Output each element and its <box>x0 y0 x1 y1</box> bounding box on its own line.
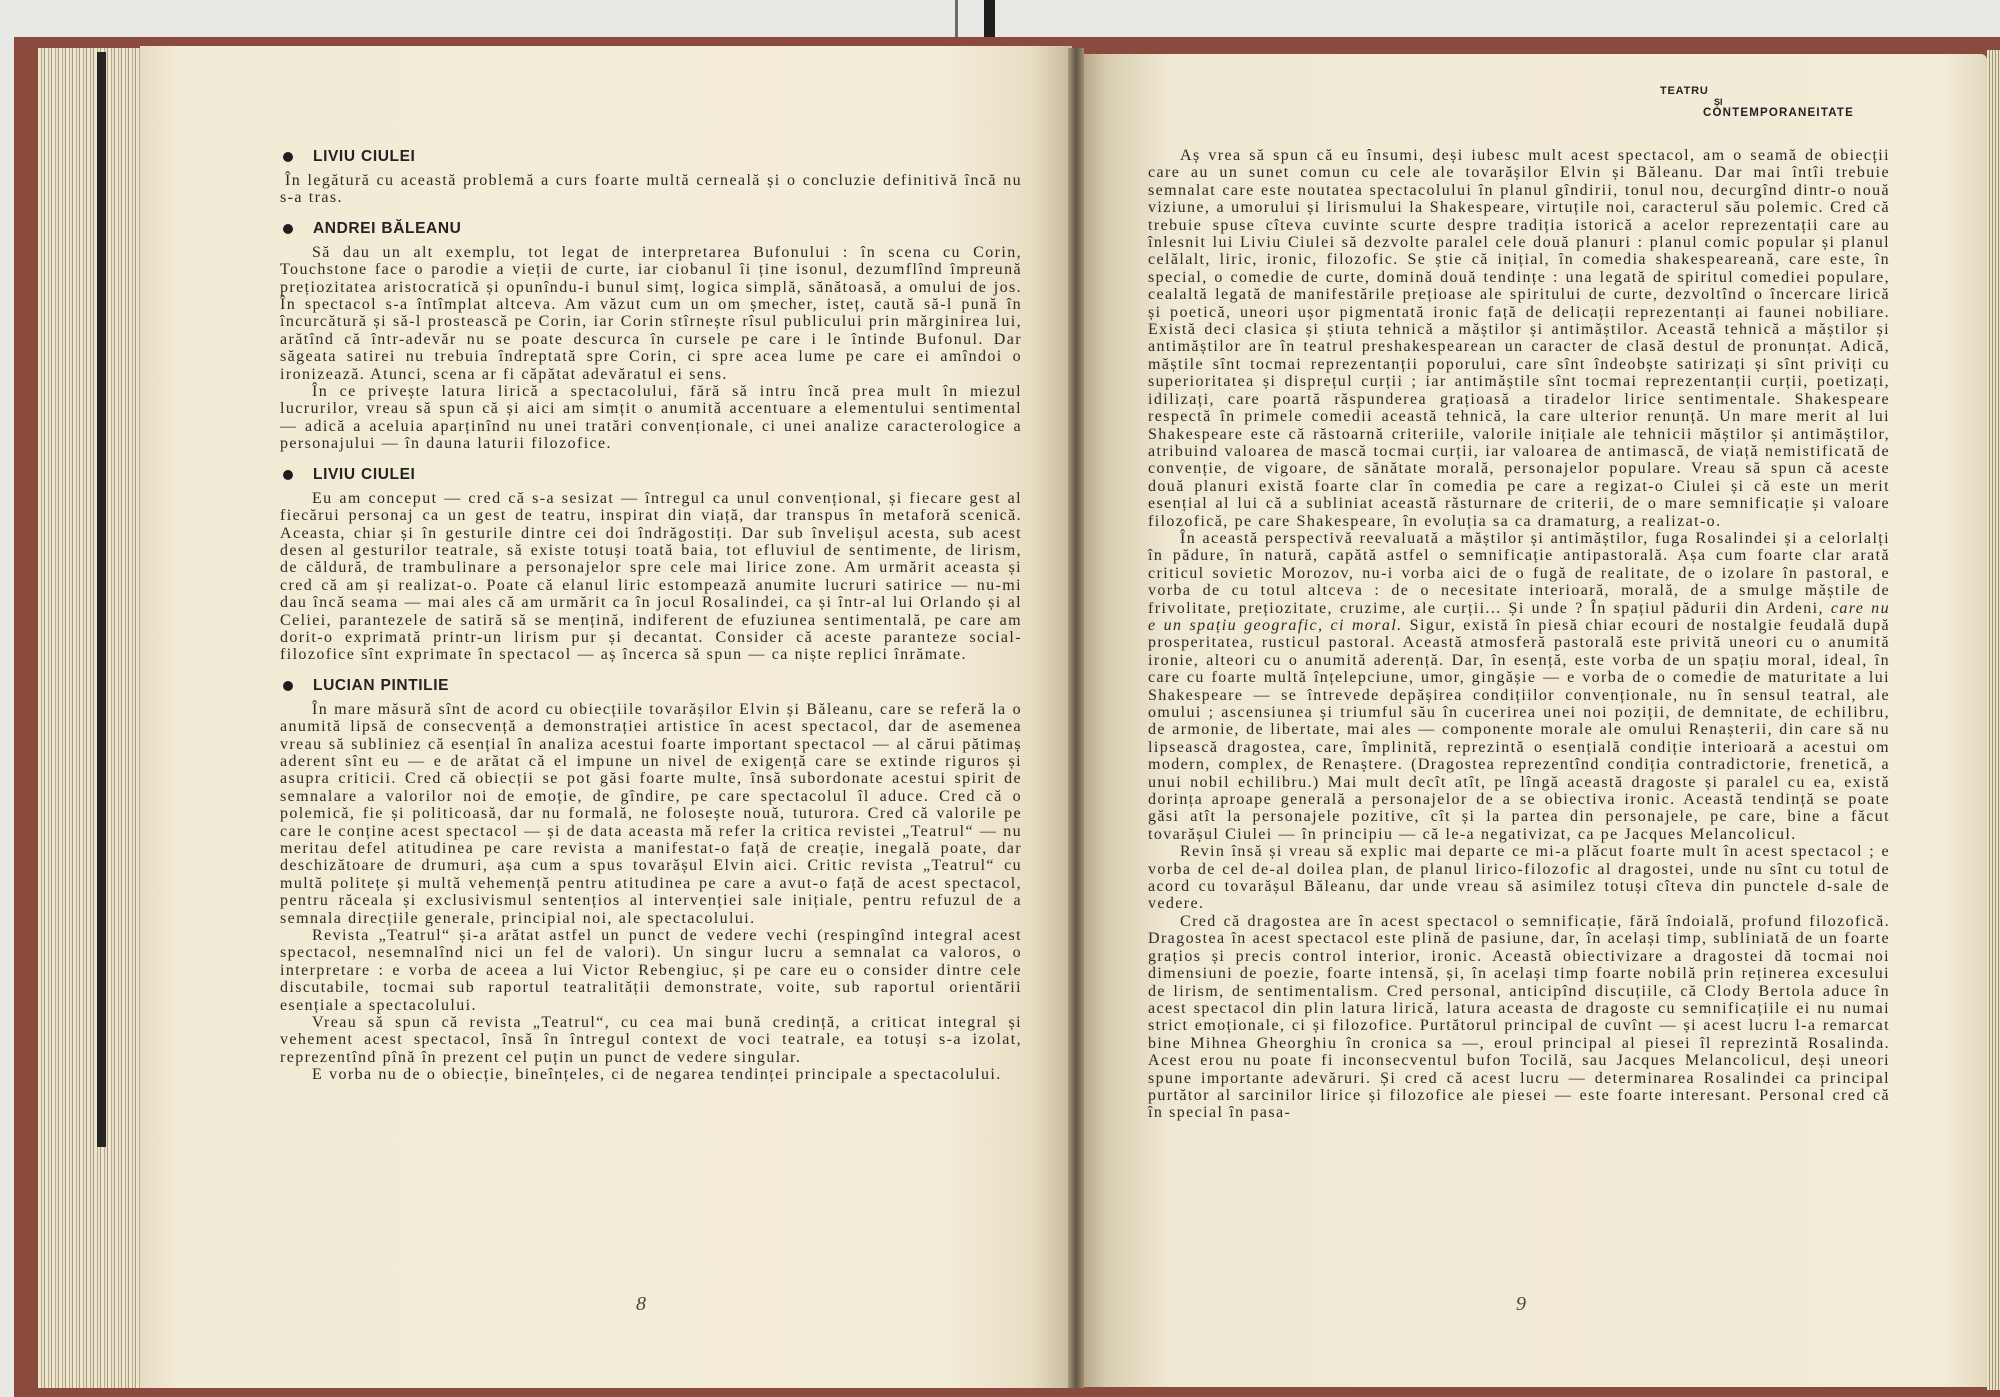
paragraph: În ce privește latura lirică a spectacolului, fără să intru încă prea mult în miezul lucrurilor, vreau să spun că și aici am simțit o anumită accentuare a elementului sentimental — adică a aceluia aparținînd nu unei tratări convenționale, ci unei analize caracterologice a personajului — în dauna laturii filozofice. <box>280 383 1022 453</box>
paragraph-text: În această perspectivă reevaluată a măștilor și antimăștilor, fuga Rosalindei și a celorlalți în pădure, în natură, capătă astfel o semnificație antipastorală. Așa cum foarte clar arată criticul sovietic Morozov, nu-i vorba aici de o fugă de realitate, de o izolare în pastoral, e vorba de cu totul altceva : de o necesitate interioară, morală, de a smulge măștile de frivolitate, prețiozitate, cruzime, ale curții... Și unde ? În spațiul pădurii din Ardeni, <box>1148 529 1890 617</box>
left-page-text <box>280 146 1022 1084</box>
paragraph: Revin însă și vreau să explic mai departe ce mi-a plăcut foarte mult în acest spectacol ; e vorba de cel de-al doilea plan, de planul lirico-filozofic al dragostei, unde nu sînt cu totul de acord cu tovarășul Băleanu, dar unde vreau să asimilez totuși cîteva din punctele d-sale de vedere. <box>1148 843 1890 913</box>
paragraph: În legătură cu această problemă a curs foarte multă cerneală și o concluzie definitivă încă nu s-a tras. <box>280 172 1022 207</box>
speaker-heading <box>280 218 1022 240</box>
bullet-icon <box>283 152 293 162</box>
paragraph: Vreau să spun că revista „Teatrul“, cu cea mai bună credință, a criticat integral și vehement acest spectacol, însă în întregul context de voci teatrale, ea totuși s-a izolat, reprezentînd pînă în prezent cel puțin un punct de vedere singular. <box>280 1014 1022 1066</box>
right-page-text <box>1148 147 1890 1122</box>
speaker-name: LIVIU CIULEI <box>313 465 416 483</box>
paragraph-text: Sigur, există în piesă chiar ecouri de nostalgie feudală după prosperitatea, rusticul pastoral. Această atmosferă pastorală este privită uneori cu o anumită ironie, alteori cu o anumită aderență. Dar, în esență, este vorba de un spațiu moral, ideal, în care cu foarte multă înțelepciune, umor, gingășie — e vorba de o comedie de maturitate a lui Shakespeare — se întrevede depășirea condițiilor convenționale, nu în sensul teatral, ale omului ; ascensiunea și triumful său în cucerirea unei noi poziții, de demnitate, de echilibru, de armonie, de libertate, mai ales — componente morale ale omului Renașterii, din care să nu lipsească dragostea, care, împlinită, reprezintă o esențială condiție interioară a acestui om modern, complex, de Renaștere. (Dragostea reprezentînd condiția contradictorie, frenetică, a unui nobil echilibru.) Mai mult decît atît, pe lîngă această dragoste și paralel cu ea, există dorința aproape generală a personajelor de a se obiectiva ironic. Această tendință se poate găsi atît la personajele pozitive, cît și la partea din personajele, pe care, bine a făcut tovarășul Ciulei — în principiu — că le-a negativizat, ca pe Jacques Melancolicul. <box>1148 616 1890 843</box>
bullet-icon <box>283 470 293 480</box>
bullet-icon <box>283 224 293 234</box>
speaker-heading <box>280 146 1022 168</box>
paragraph: E vorba nu de o obiecție, bineînțeles, ci de negarea tendinței principale a spectacolului. <box>312 1066 1002 1084</box>
page-number: 9 <box>1516 1293 1526 1315</box>
paragraph: Aș vrea să spun că eu însumi, deși iubesc mult acest spectacol, am o seamă de obiecții care au un sunet comun cu cele ale tovarășilor Elvin și Băleanu. Dar mai întîi trebuie semnalat care este noutatea spectacolului în planul gîndirii, tonul nou, decurgînd dintr-o nouă viziune, a umorului și lirismului la Shakespeare, virtuțile noi, caracterul său polemic. Cred că trebuie spuse cîteva cuvinte scurte despre tradiția istorică a acelor reprezentații care au înlesnit lui Liviu Ciulei să dezvolte paralel cele două planuri : planul comic popular și planul celălalt, liric, ironic, filozofic. Se știe că inițial, în comedia shakespeareană, care este, în special, o comedie de curte, domină două tendințe : una legată de spiritul comediei populare, cealaltă legată de manifestările prețioase ale spiritului de curte, dezvoltînd o încercare lirică și poetică, uneori ușor pigmentată ironic față de delicații reprezentanți ai faunei nobiliare. Există deci clasica și știuta tehnică a măștilor și antimăștilor. Această tehnică a măștilor și antimăștilor are în teatrul preshakespearean un caracter de clasă destul de pronunțat. Adică, măștile sînt tocmai reprezentanții poporului, care sînt îndeobște satirizați și sînt priviți cu superioritatea și disprețul curții ; iar antimăștile sînt tocmai reprezentanții curții, poetizați, idilizați, care poartă răspunderea grațioasă a tiradelor lirice sentimentale. Shakespeare respectă în primele comedii această tehnică, la care ulterior renunță. Un mare merit al lui Shakespeare este că răstoarnă criteriile, valorile inițiale ale tehnicii măștilor și antimăștilor, atribuind valoarea de mască tocmai curții, iar valoarea de antimască, de viață nemistificată de convenție, de vigoare, de sănătate morală, personajelor populare. Vreau să spun că aceste două planuri există foarte clar în comedia pe care a regizat-o Ciulei și că este un merit esențial al lui că a subliniat această răsturnare de criterii, de o mare semnificație și valoare filozofică, pe care Shakespeare, în evoluția sa ca dramaturg, a realizat-o. <box>1148 147 1890 530</box>
paragraph: Eu am conceput — cred că s-a sesizat — întregul ca unul convențional, și fiecare gest al fiecărui personaj ca un gest de teatru, inspirat din viață, dar transpus în metaforă scenică. Aceasta, chiar și în gesturile dintre cei doi îndrăgostiți. Dar sub învelișul acesta, sub acest desen al gesturilor teatrale, să existe totuși toată baia, tot efluviul de sentimente, de lirism, de căldură, de trambulinare a personajelor spre cele mai lirice zone. Am urmărit aceasta și cred că am și realizat-o. Poate că elanul liric estompează anumite lucruri satirice — nu-mi dau încă seama — mai ales că am urmărit ca în jocul Rosalindei, ca și într-al lui Orlando și al Celiei, parantezele de satiră să se mențină, indiferent de efuziunea sentimentală, pe care am dorit-o exprimată printr-un lirism pur și decantat. Consider că aceste paranteze social-filozofice sînt exprimate în spectacol — aș încerca să spun — ca niște replici înrămate. <box>280 489 1022 664</box>
running-header-line-1: TEATRU <box>1660 85 1709 97</box>
speaker-name: LUCIAN PINTILIE <box>313 677 450 695</box>
speaker-name: LIVIU CIULEI <box>313 148 416 166</box>
left-page-stack <box>38 48 142 1388</box>
paragraph: În mare măsură sînt de acord cu obiecțiile tovarășilor Elvin și Băleanu, care se referă la o anumită lipsă de consecvență a demonstrației artistice în acest spectacol, dar de asemenea vreau să subliniez că esențial în analiza acestui foarte important spectacol — al cărui pătimaș aderent sînt eu — e de arătat că el impune un nivel de exigență care se extinde riguros și asupra criticii. Cred că obiecții se pot găsi foarte multe, însă subordonate acestui spirit de semnalare a valorilor noi de emoție, de gîndire, pe care spectacolul îl aduce. Cred că o polemică, fie și politicoasă, dar nu formală, ne folosește nouă, tuturora. Cred că valorile pe care le conține acest spectacol — și de data aceasta mă refer la critica revistei „Teatrul“ — nu meritau defel atitudinea pe care revista a manifestat-o față de creație, inegală poate, dar deschizătoare de drumuri, așa cum a spus tovarășul Elvin aici. Critic revista „Teatrul“ cu multă politețe și multă vehemență pentru atitudinea pe care a avut-o față de acest spectacol, pentru răceala și exclusivismul sentențios al intervenției sale inițiale, pentru refuzul de a semnala direcțiile generale, principial noi, ale spectacolului. <box>280 700 1022 927</box>
speaker-heading <box>280 675 1022 697</box>
right-page-stack <box>1987 50 2000 1390</box>
bullet-icon <box>283 681 293 691</box>
book-gutter <box>1068 48 1084 1388</box>
paragraph: Cred că dragostea are în acest spectacol o semnificație, fără îndoială, profund filozofică. Dragostea în acest spectacol este plină de pasiune, dar, în același timp, subliniată de un foarte grațios și precis control interior, ironic. Această obiectivizare a dragostei dă tocmai noi dimensiuni de poezie, foarte intensă, și, în același timp foarte nobilă prin reținerea excesului de lirism, de sentimentalism. Cred personal, anticipînd discuțiile, că Clody Bertola aduce în acest spectacol din plin latura lirică, latura aceasta de dragoste cu semnificațiile ei nu numai strict emoționale, ci și filozofice. Purtătorul principal de cuvînt — și acest lucru l-a remarcat bine Mihnea Gheorghiu în cronica sa —, eroul principal al piesei îl reprezintă Rosalinda. Acest erou nu poate fi inconsecventul bufon Tocilă, sau Jacques Melancolicul, deși uneori spune importante adevăruri. Și cred că acest lucru — determinarea Rosalindei ca principal purtător al sarcinilor lirice și filozofice ale piesei — este foarte interesant. Personal cred că în special în pasa- <box>1148 912 1890 1122</box>
running-header-line-2: ȘI <box>1714 97 1723 107</box>
speaker-name: ANDREI BĂLEANU <box>313 220 462 238</box>
paragraph: Să dau un alt exemplu, tot legat de interpretarea Bufonului : în scena cu Corin, Touchstone face o parodie a vieții de curte, iar ciobanul îi ține isonul, dezumflînd împreună prețiozitatea aristocratică și opunîndu-i bunul simț, logica simplă, sănătoasă, a omului de jos. În spectacol s-a întîmplat altceva. Am văzut cum un om șmecher, isteț, caută să-l pună în încurcătură și să-l prostească pe Corin, iar Corin stîrnește rîsul publicului prin mărginirea lui, arătînd că într-adevăr nu se poate descurca în cursele pe care i le întinde Bufonul. Dar săgeata satirei nu trebuia îndreptată spre Corin, ci spre acea lume pe care ei amîndoi o ironizează. Atunci, scena ar fi căpătat adevăratul ei sens. <box>280 243 1022 383</box>
paragraph: Revista „Teatrul“ și-a arătat astfel un punct de vedere vechi (respingînd integral acest spectacol, nesemnalînd nici un fel de valori). Un singur lucru a semnalat ca valoros, o interpretare : e vorba de aceea a lui Victor Rebengiuc, și pe care eu o consider dintre cele discutabile, tocmai sub raportul teatralității demonstrate, voite, sub raportul orientării esențiale a spectacolului. <box>280 927 1022 1014</box>
speaker-heading <box>280 464 1022 486</box>
page-stack-dark-band <box>97 52 106 1147</box>
italic-text: care nu e un spațiu geografic, ci moral. <box>1148 599 1890 634</box>
paragraph <box>1148 530 1890 843</box>
page-number: 8 <box>636 1293 646 1315</box>
running-header-line-3: CONTEMPORANEITATE <box>1703 107 1854 119</box>
